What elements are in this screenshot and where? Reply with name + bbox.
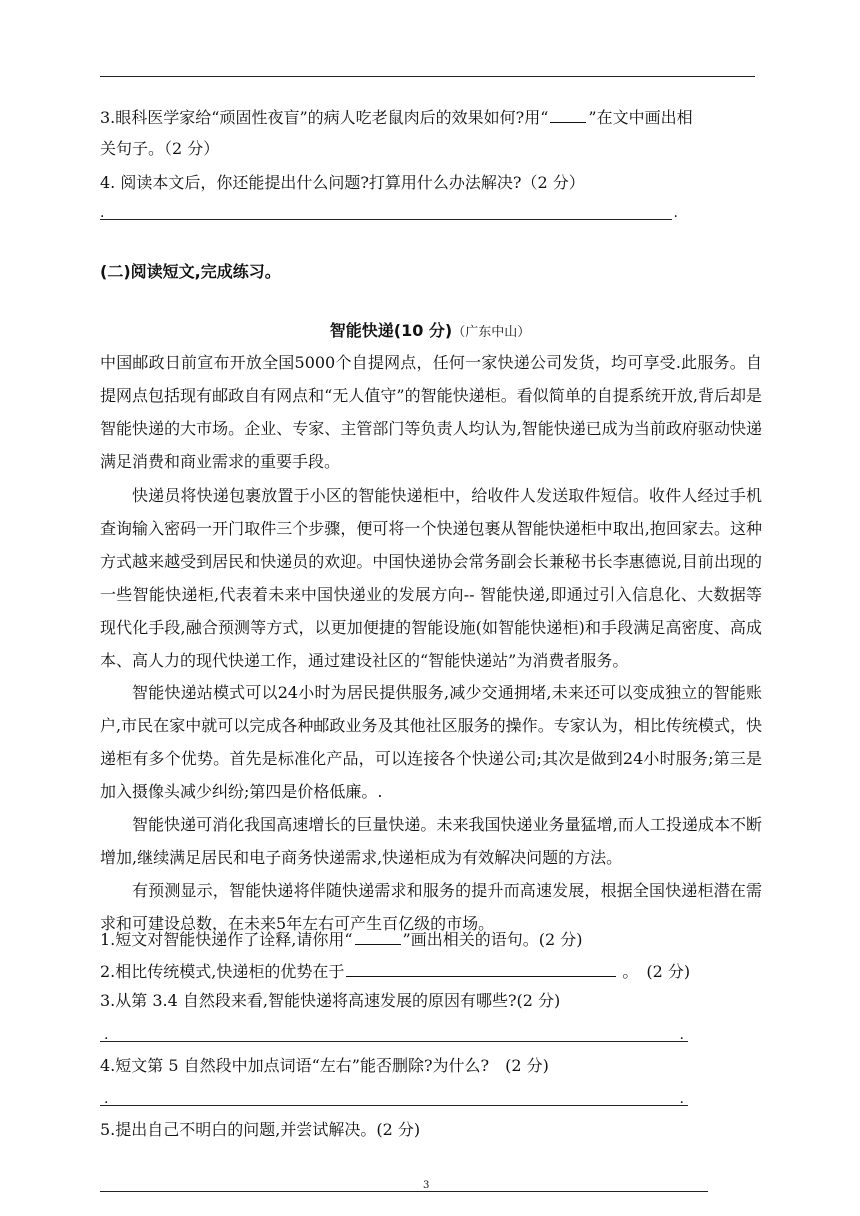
answer-line-start-dot: . [104, 1091, 109, 1107]
question-2 [100, 957, 690, 987]
paragraph-5: 有预测显示，智能快递将伴随快递需求和服务的提升而高速发展，根据全国快递柜潜在需求和可建设总数，在未来5年左右可产生百亿级的市场。 [100, 881, 762, 933]
question-5: 5.提出自己不明白的问题,并尝试解决。(2 分) [100, 1120, 421, 1139]
question-1 [100, 925, 582, 955]
paragraph-3: 智能快递站模式可以24小时为居民提供服务,减少交通拥堵,未来还可以变成独立的智能账户,市民在家中就可以完成各种邮政业务及其他社区服务的操作。专家认为，相比传统模式，快递柜有多个优势。首先是标准化产品，可以连接各个快递公司;其次是做到24小时服务;第三是加入摄像头减少纠纷;第四是价格低廉。. [100, 683, 762, 801]
answer-line-end-dot: . [679, 1027, 684, 1043]
section-heading: (二)阅读短文,完成练习。 [100, 262, 281, 281]
footer-rule [100, 1191, 708, 1192]
answer-line-end-dot: . [679, 1091, 684, 1107]
q2-answer-blank[interactable] [346, 962, 616, 977]
article-source: （广东中山） [452, 325, 531, 340]
prev-question-3-line1 [100, 103, 693, 133]
article-title-text: 智能快递(10 分) [329, 321, 453, 340]
paragraph-4: 智能快递可消化我国高速增长的巨量快递。未来我国快递业务量猛增,而人工投递成本不断增加,继续满足居民和电子商务快递需求,快递柜成为有效解决问题的方法。 [100, 815, 762, 867]
article-title [0, 316, 860, 348]
question-3: 3.从第 3.4 自然段来看,智能快递将高速发展的原因有哪些?(2 分) [100, 991, 561, 1010]
q1-underline-blank[interactable] [355, 930, 401, 945]
question-4: 4.短文第 5 自然段中加点词语“左右”能否删除?为什么? (2 分) [100, 1056, 549, 1075]
prev-q4-answer-line[interactable] [100, 197, 678, 221]
prev-q3-text-before: 3.眼科医学家给“顽固性夜盲”的病人吃老鼠肉后的效果如何?用“ [100, 108, 549, 127]
paragraph-2: 快递员将快递包裹放置于小区的智能快递柜中，给收件人发送取件短信。收件人经过手机查询输入密码一开门取件三个步骤，便可将一个快递包裹从智能快递柜中取出,抱回家去。这种方式越来越受到居民和快递员的欢迎。中国快递协会常务副会长兼秘书长李惠德说,目前出现的一些智能快递柜,代表着未来中国快递业的发展方向-- 智能快递,即通过引入信息化、大数据等现代化手段,融合预测等方式，以更加便捷的智能设施(如智能快递柜)和手段满足高密度、高成本、高人力的现代快递工作，通过建设社区的“智能快递站”为消费者服务。 [100, 486, 762, 670]
q2-text-after: 。 (2 分) [622, 962, 691, 981]
answer-line-start-dot: . [104, 1027, 109, 1043]
answer-line-end-dot: . [673, 205, 678, 221]
page-number: 3 [423, 1180, 430, 1191]
answer-line-start-dot: . [100, 205, 105, 221]
q4-answer-line[interactable] [100, 1083, 688, 1106]
q1-text-before: 1.短文对智能快递作了诠释,请你用“ [100, 930, 353, 949]
top-rule [100, 76, 755, 77]
prev-q3-underline-blank[interactable] [550, 108, 586, 123]
prev-question-4: 4. 阅读本文后，你还能提出什么问题?打算用什么办法解决?（2 分） [100, 173, 585, 192]
q1-text-after: ”画出相关的语句。(2 分) [402, 930, 583, 949]
prev-q3-text-after: ”在文中画出相 [588, 108, 693, 127]
q2-text-before: 2.相比传统模式,快递柜的优势在于 [100, 962, 345, 981]
paragraph-1: 中国邮政日前宣布开放全国5000个自提网点，任何一家快递公司发货，均可享受.此服务。自提网点包括现有邮政自有网点和“无人值守”的智能快递柜。看似简单的自提系统开放,背后却是智能快递的大市场。企业、专家、主管部门等负责人均认为,智能快递已成为当前政府驱动快递满足消费和商业需求的重要手段。 [100, 353, 762, 471]
q3-answer-line[interactable] [100, 1019, 688, 1042]
prev-question-3-line2: 关句子。（2 分） [100, 139, 220, 158]
